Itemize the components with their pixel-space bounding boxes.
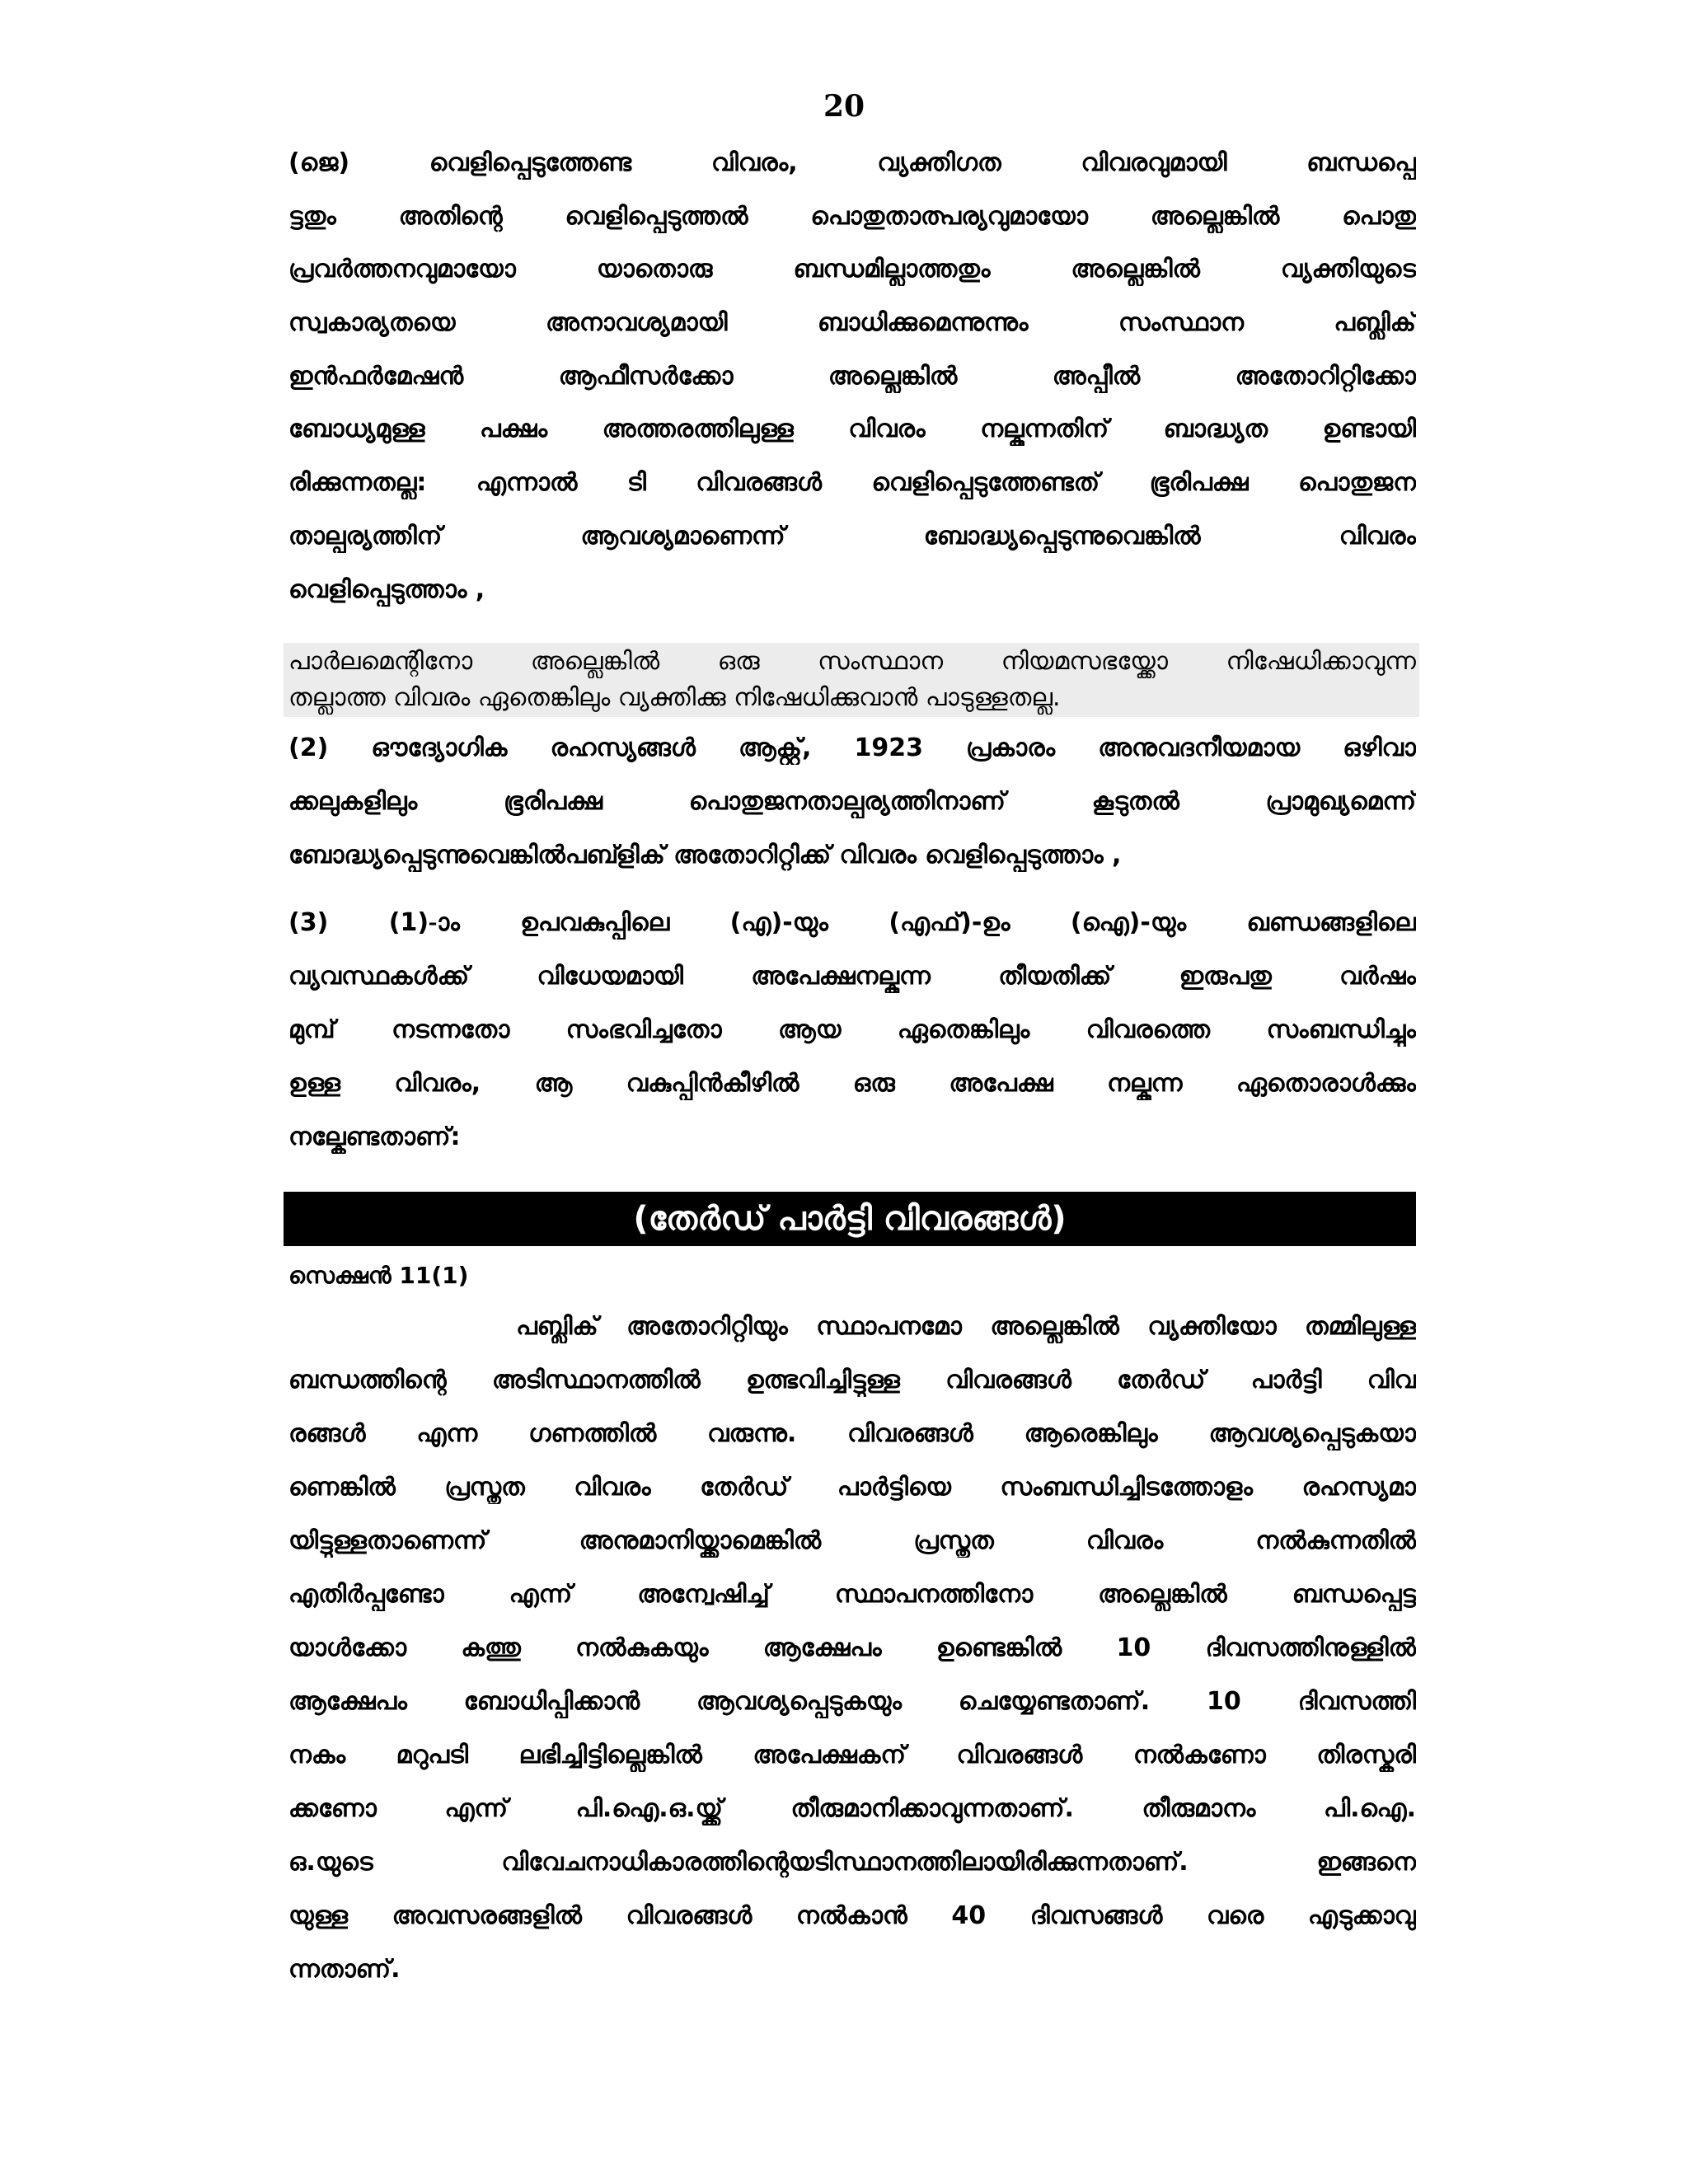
page-number: 20	[823, 89, 865, 124]
paragraph-4-line: യുള്ള അവസരങ്ങളിൽ വിവരങ്ങൾ നൽകാൻ 40 ദിവസങ്ങൾ വരെ എടുക്കാവു	[288, 1901, 1416, 1930]
paragraph-4-line: ആക്ഷേപം ബോധിപ്പിക്കാൻ ആവശ്യപ്പെടുകയും ചെയ്യേണ്ടതാണ്. 10 ദിവസത്തി	[288, 1687, 1416, 1716]
clause-2-line: ബോദ്ധ്യപ്പെടുന്നുവെങ്കിൽപബ്ളിക് അതോറിറ്റിക്ക് വിവരം വെളിപ്പെടുത്താം ,	[288, 841, 1122, 869]
highlighted-note-line: പാർലമെന്റിനോ അല്ലെങ്കിൽ ഒരു സംസ്ഥാന നിയമസഭയ്ക്കോ നിഷേധിക്കാവുന്ന	[288, 647, 1416, 676]
paragraph-4-line: എതിർപ്പുണ്ടോ എന്ന് അന്വേഷിച്ച് സ്ഥാപനത്തിനോ അല്ലെങ്കിൽ ബന്ധപ്പെട്ട	[288, 1580, 1416, 1609]
paragraph-1-line: വെളിപ്പെടുത്താം ,	[288, 575, 485, 604]
clause-3-line: ഉള്ള വിവരം, ആ വകുപ്പിൻകീഴിൽ ഒരു അപേക്ഷ നല്കുന്ന ഏതൊരാൾക്കും	[288, 1069, 1416, 1098]
paragraph-1-line: ട്ടതും അതിന്റെ വെളിപ്പെടുത്തൽ പൊതുതാത്പര്യവുമായോ അല്ലെങ്കിൽ പൊതു	[288, 202, 1416, 231]
paragraph-1-line: ബോധ്യമുള്ള പക്ഷം അത്തരത്തിലുള്ള വിവരം നല്കുന്നതിന് ബാദ്ധ്യത ഉണ്ടായി	[288, 415, 1416, 443]
paragraph-1-line: പ്രവർത്തനവുമായോ യാതൊരു ബന്ധമില്ലാത്തതും അല്ലെങ്കിൽ വ്യക്തിയുടെ	[288, 255, 1416, 284]
paragraph-1-line: രിക്കുന്നതല്ല: എന്നാൽ ടി വിവരങ്ങൾ വെളിപ്പെടുത്തേണ്ടത് ഭൂരിപക്ഷ പൊതുജന	[288, 468, 1416, 497]
clause-3-line: (3) (1)-ാം ഉപവകുപ്പിലെ (എ)-യും (എഫ്)-ഉം (ഐ)-യും ഖണ്ഡങ്ങളിലെ	[288, 908, 1416, 937]
paragraph-4-line: യിട്ടുള്ളതാണെന്ന് അനുമാനിയ്ക്കാമെങ്കിൽ പ്രസ്തുത വിവരം നൽകുന്നതിൽ	[288, 1526, 1416, 1555]
clause-3-line: വ്യവസ്ഥകൾക്ക് വിധേയമായി അപേക്ഷനല്കുന്ന തീയതിക്ക് ഇരുപതു വർഷം	[288, 962, 1416, 991]
clause-2-line: ക്കലുകളിലും ഭൂരിപക്ഷ പൊതുജനതാല്പര്യത്തിനാണ് കൂടുതൽ പ്രാമുഖ്യമെന്ന്	[288, 787, 1416, 816]
paragraph-4-line: ഒ.യുടെ വിവേചനാധികാരത്തിന്റെയടിസ്ഥാനത്തിലായിരിക്കുന്നതാണ്. ഇങ്ങനെ	[288, 1848, 1416, 1877]
section-heading: (തേർഡ് പാർട്ടി വിവരങ്ങൾ)	[284, 1192, 1416, 1246]
paragraph-4-line: യാൾക്കോ കത്തു നൽകുകയും ആക്ഷേപം ഉണ്ടെങ്കിൽ 10 ദിവസത്തിനുള്ളിൽ	[288, 1633, 1416, 1662]
paragraph-4-line: ക്കണോ എന്ന് പി.ഐ.ഒ.യ്ക്ക് തീരുമാനിക്കാവുന്നതാണ്. തീരുമാനം പി.ഐ.	[288, 1794, 1416, 1823]
paragraph-4-line: ണെങ്കിൽ പ്രസ്തുത വിവരം തേർഡ് പാർട്ടിയെ സംബന്ധിച്ചിടത്തോളം രഹസ്യമാ	[288, 1473, 1416, 1502]
paragraph-4-line: നകം മറുപടി ലഭിച്ചിട്ടില്ലെങ്കിൽ അപേക്ഷകന് വിവരങ്ങൾ നൽകണോ തിരസ്കരി	[288, 1741, 1416, 1769]
clause-2-line: (2) ഔദ്യോഗിക രഹസ്യങ്ങൾ ആക്റ്റ്, 1923 പ്രകാരം അനുവദനീയമായ ഒഴിവാ	[288, 733, 1416, 762]
paragraph-1-line: താല്പര്യത്തിന് ആവശ്യമാണെന്ന് ബോദ്ധ്യപ്പെടുന്നുവെങ്കിൽ വിവരം	[288, 522, 1416, 551]
highlighted-note-line: തല്ലാത്ത വിവരം ഏതെങ്കിലും വ്യക്തിക്കു നിഷേധിക്കുവാൻ പാടുള്ളതല്ല.	[288, 683, 1061, 712]
section-label: സെക്ഷൻ 11(1)	[288, 1262, 469, 1289]
paragraph-4-line: പബ്ലിക് അതോറിറ്റിയും സ്ഥാപനമോ അല്ലെങ്കിൽ വ്യക്തിയോ തമ്മിലുള്ള	[288, 1312, 1416, 1341]
paragraph-4-line: ബന്ധത്തിന്റെ അടിസ്ഥാനത്തിൽ ഉത്ഭവിച്ചിട്ടുള്ള വിവരങ്ങൾ തേർഡ് പാർട്ടി വിവ	[288, 1366, 1416, 1394]
paragraph-4-line: രങ്ങൾ എന്ന ഗണത്തിൽ വരുന്നു. വിവരങ്ങൾ ആരെങ്കിലും ആവശ്യപ്പെടുകയാ	[288, 1419, 1416, 1448]
paragraph-1-line: (ജെ) വെളിപ്പെടുത്തേണ്ട വിവരം, വ്യക്തിഗത വിവരവുമായി ബന്ധപ്പെ	[288, 148, 1416, 177]
clause-3-line: മുമ്പ് നടന്നതോ സംഭവിച്ചതോ ആയ ഏതെങ്കിലും വിവരത്തെ സംബന്ധിച്ചും	[288, 1015, 1416, 1044]
paragraph-4-line: ന്നതാണ്.	[288, 1955, 401, 1984]
paragraph-1-line: സ്വകാര്യതയെ അനാവശ്യമായി ബാധിക്കുമെന്നുന്നും സംസ്ഥാന പബ്ലിക്	[288, 308, 1416, 337]
paragraph-1-line: ഇൻഫർമേഷൻ ആഫീസർക്കോ അല്ലെങ്കിൽ അപ്പീൽ അതോറിറ്റിക്കോ	[288, 362, 1416, 391]
clause-3-line: നല്കേണ്ടതാണ്:	[288, 1122, 461, 1151]
